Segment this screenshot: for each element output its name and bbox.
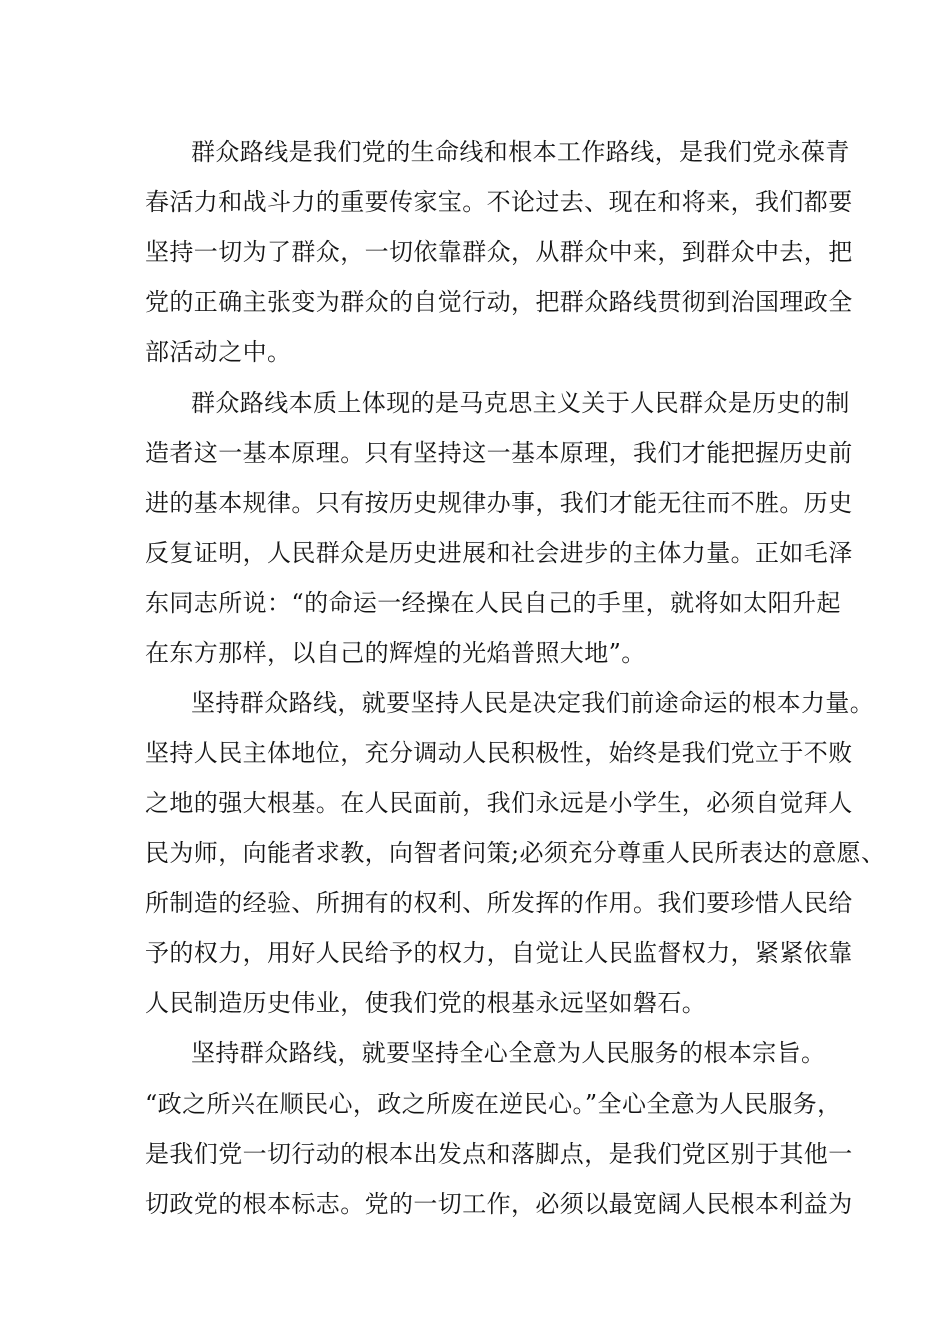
paragraph-3-line-5: 所制造的经验、所拥有的权利、所发挥的作用。我们要珍惜人民给 <box>145 889 853 917</box>
paragraph-2-line-1: 群众路线本质上体现的是马克思主义关于人民群众是历史的制 <box>191 389 850 417</box>
paragraph-4-line-1: 坚持群众路线，就要坚持全心全意为人民服务的根本宗旨。 <box>191 1039 826 1067</box>
paragraph-2-line-2: 造者这一基本原理。只有坚持这一基本原理，我们才能把握历史前 <box>145 439 853 467</box>
paragraph-3-line-7: 人民制造历史伟业，使我们党的根基永远坚如磐石。 <box>145 989 707 1017</box>
paragraph-4-line-3: 是我们党一切行动的根本出发点和落脚点，是我们党区别于其他一 <box>145 1140 853 1168</box>
paragraph-3-line-3: 之地的强大根基。在人民面前，我们永远是小学生，必须自觉拜人 <box>145 789 853 817</box>
paragraph-3-line-2: 坚持人民主体地位，充分调动人民积极性，始终是我们党立于不败 <box>145 739 853 767</box>
paragraph-2-line-5: 东同志所说：“的命运一经操在人民自己的手里，就将如太阳升起 <box>145 589 841 617</box>
paragraph-3-line-1: 坚持群众路线，就要坚持人民是决定我们前途命运的根本力量。 <box>191 689 875 717</box>
paragraph-2-line-3: 进的基本规律。只有按历史规律办事，我们才能无往而不胜。历史 <box>145 489 853 517</box>
paragraph-1-line-3: 坚持一切为了群众，一切依靠群众，从群众中来，到群众中去，把 <box>145 238 853 266</box>
paragraph-3-line-6: 予的权力，用好人民给予的权力，自觉让人民监督权力，紧紧依靠 <box>145 939 853 967</box>
paragraph-1-line-1: 群众路线是我们党的生命线和根本工作路线，是我们党永葆青 <box>191 138 850 166</box>
paragraph-1-line-5: 部活动之中。 <box>145 338 292 366</box>
paragraph-1-line-4: 党的正确主张变为群众的自觉行动，把群众路线贯彻到治国理政全 <box>145 288 853 316</box>
paragraph-3-line-4: 民为师，向能者求教，向智者问策;必须充分尊重人民所表达的意愿、 <box>145 839 886 867</box>
paragraph-2-line-4: 反复证明，人民群众是历史进展和社会进步的主体力量。正如毛泽 <box>145 539 853 567</box>
paragraph-4-line-4: 切政党的根本标志。党的一切工作，必须以最宽阔人民根本利益为 <box>145 1190 853 1218</box>
paragraph-2-line-6: 在东方那样，以自己的辉煌的光焰普照大地”。 <box>145 639 646 667</box>
paragraph-1-line-2: 春活力和战斗力的重要传家宝。不论过去、现在和将来，我们都要 <box>145 188 853 216</box>
paragraph-4-line-2: “政之所兴在顺民心，政之所废在逆民心。”全心全意为人民服务， <box>145 1090 842 1118</box>
